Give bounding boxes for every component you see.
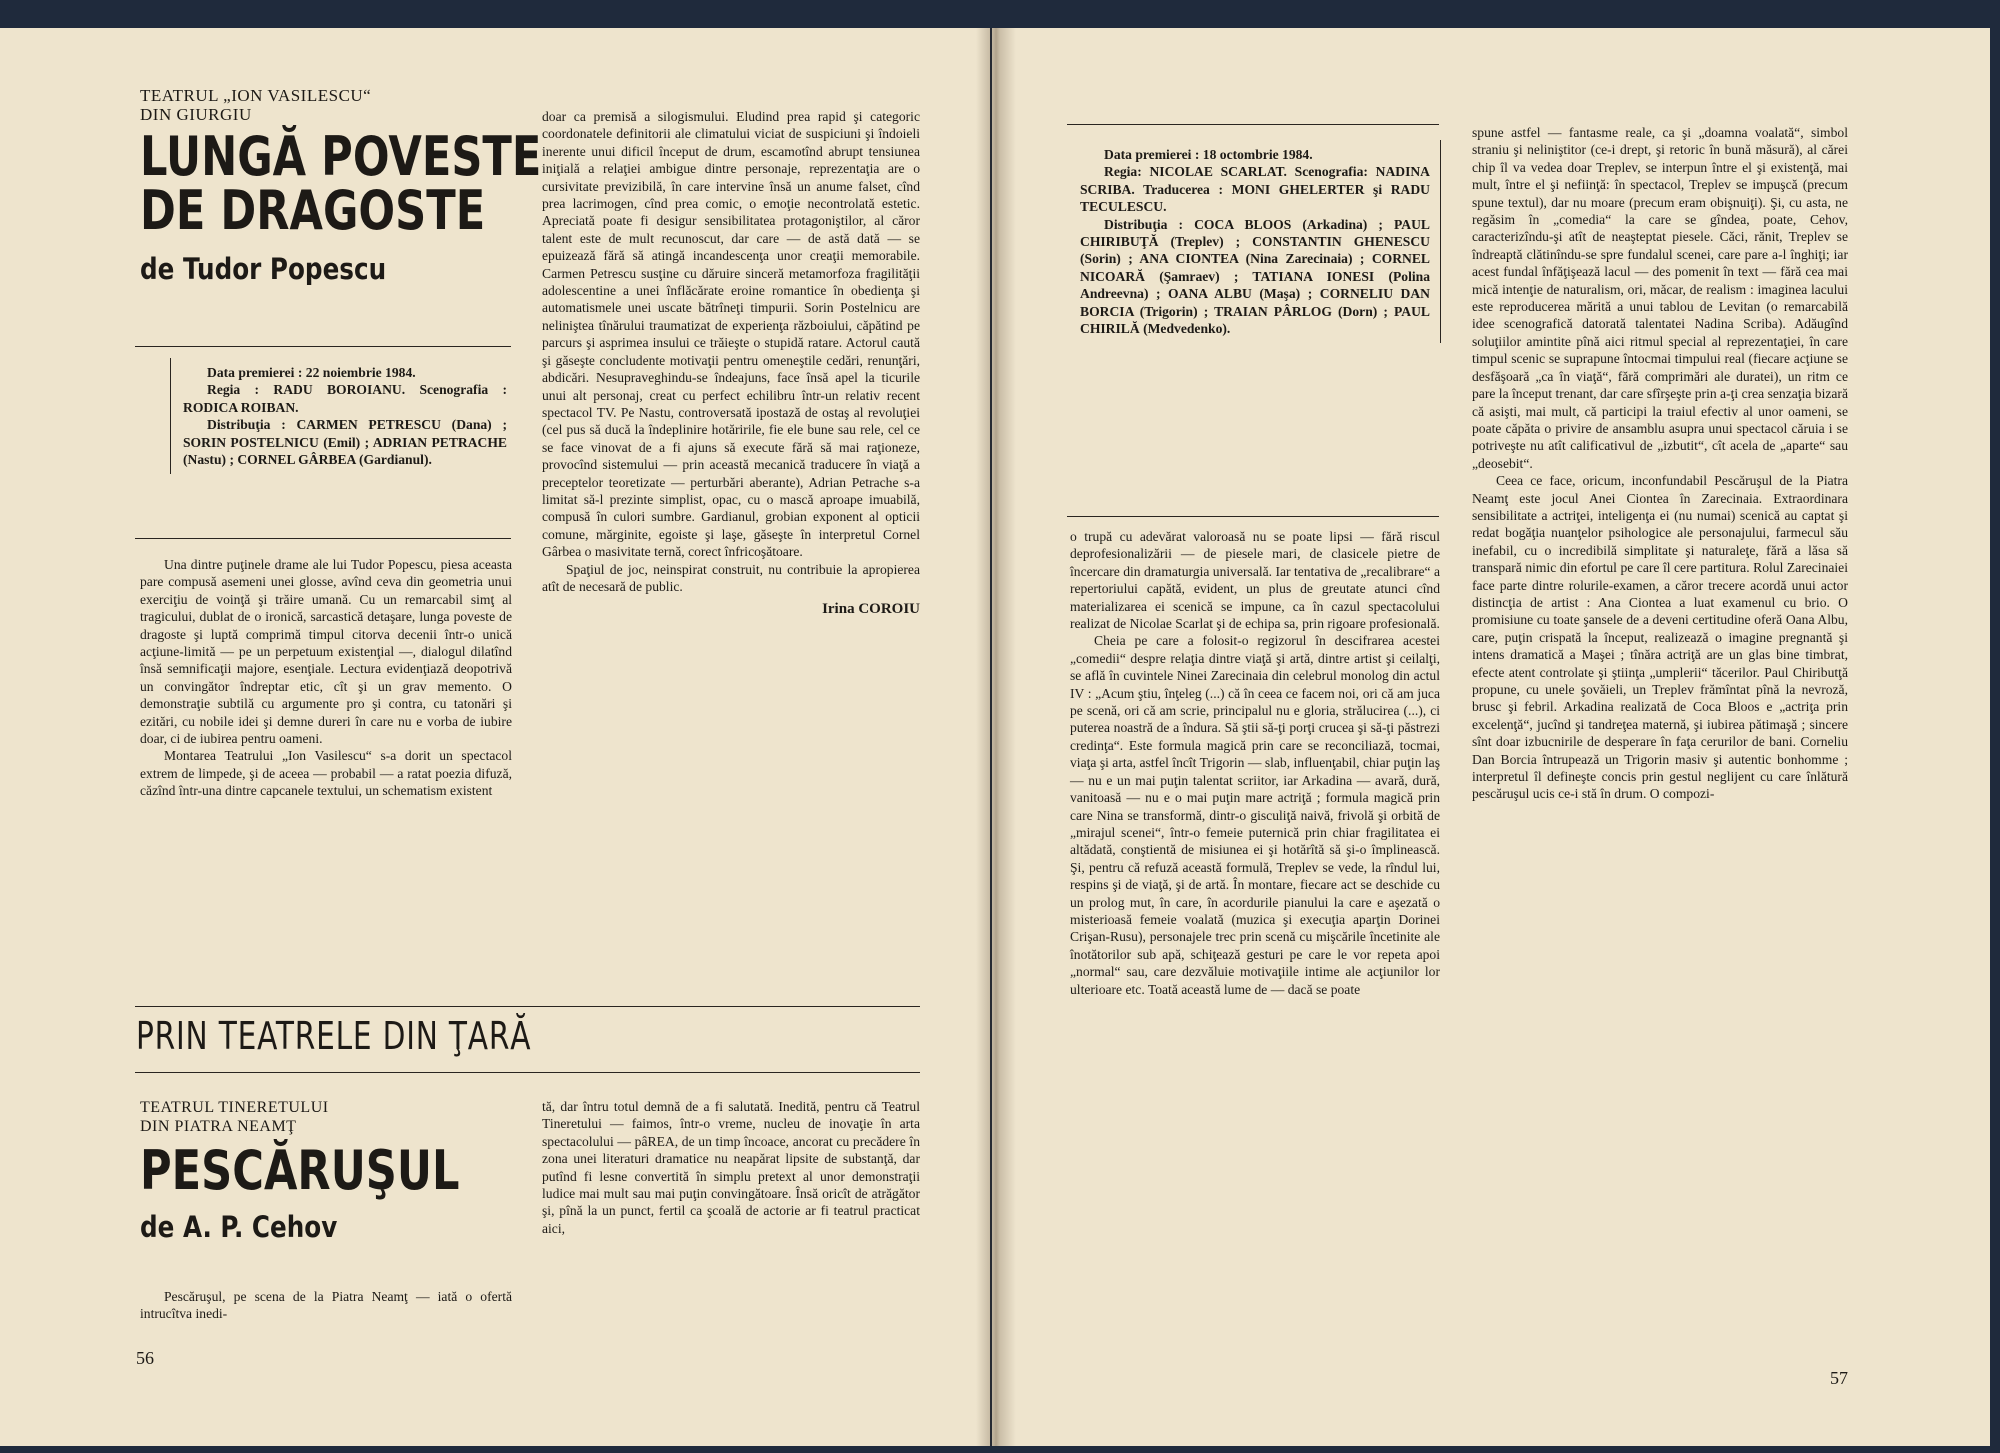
article1-byline: de Tudor Popescu	[140, 252, 387, 286]
article2-header-block	[140, 1098, 510, 1244]
credits-right-top-rule	[1067, 124, 1439, 125]
article2-theatre-line1: TEATRUL TINERETULUI	[140, 1099, 329, 1116]
section-top-rule	[135, 1006, 920, 1007]
article1-credit-premiere: Data premierei : 22 noiembrie 1984.	[207, 365, 416, 380]
article2-col4-para2: Ceea ce face, oricum, inconfundabil Pescăruşul de la Piatra Neamţ este jocul Anei Ciontea în Zarecinaia. Extraordinara sensibilitate a actriţei, inteligenţa ei (nu numai) scenică au captat şi redat bogăţia nuanţelor psihologice ale personajului, farmecul său inefabil, cu o incredibilă simplitate şi naturaleţe, fără a lăsa să transpară nimic din efortul pe care îl cere partitura. Rolul Zarecinaiei face parte dintre rolurile-examen, a căror trecere acordă unui actor distincţia de artist : Ana Ciontea a luat examenul cu brio. O promisiune cu toate şansele de a deveni certitudine oferă Oana Albu, care, puţin crispată la început, realizează o imagine pregnantă şi intens dramatică a Maşei ; tînăra actriţă are un glas bine timbrat, efecte atent controlate şi ştiinţa „umplerii“ tăcerilor. Paul Chiributţă propune, cu unele şovăieli, un Treplev frămîntat pînă la nevroză, brusc şi febril. Arkadina realizată de Coca Bloos e „actriţa prin excelenţă“, jucînd şi tandreţea maternă, şi iubirea pătimaşă ; sincere sînt doar izbucnirile de desperare în faţa cerurilor de bani. Corneliu Dan Borcia întrupează un Trigorin masiv şi autentic bonhomme ; interpretul îl defineşte concis prin gestul neglijent cu care înlătură pescăruşul ucis ce-i stă în drum. O compozi-	[1472, 473, 1848, 802]
article1-theatre-line1: TEATRUL „ION VASILESCU“	[140, 86, 372, 105]
left-page	[0, 28, 990, 1446]
credits-right-bottom-rule	[1067, 516, 1439, 517]
article2-col2-text: tă, dar întru totul demnă de a fi salutată. Inedită, pentru că Teatrul Tineretului — faimos, într-o vreme, nucleu de inovaţie în arta spectacolului — pâREA, de un timp încoace, ancorat cu precădere în zona unei literaturi dramatice nu neapărat lipsite de substanţă, dar putînd fi lesne convertită în simplu pretext al unor demonstraţii ludice mai mult sau mai puţin convingătoare. Însă oricît de atrăgător şi, pînă la un punct, fertil ca şcoală de actorie ar fi teatrul practicat aici,	[542, 1099, 920, 1236]
article2-credit-cast: Distribuţia : COCA BLOOS (Arkadina) ; PAUL CHIRIBUŢĂ (Treplev) ; CONSTANTIN GHENESCU (Sorin) ; ANA CIONTEA (Nina Zarecinaia) ; CORNEL NICOARĂ (Şamraev) ; TATIANA IONESI (Polina Andreevna) ; OANA ALBU (Maşa) ; CORNELIU DAN BORCIA (Trigorin) ; TRAIAN PÂRLOG (Dorn) ; PAUL CHIRILĂ (Medvedenko).	[1080, 216, 1430, 337]
section-title: PRIN TEATRELE DIN ŢARĂ	[136, 1014, 532, 1058]
credits-bottom-rule	[135, 538, 511, 539]
article1-signature: Irina COROIU	[822, 601, 920, 618]
article1-col1-para1: Una dintre puţinele drame ale lui Tudor Popescu, piesa aceasta pare compusă asemeni unei glosse, avînd ceva din geometria unui exerciţiu de voinţă şi trăire umană. Cu un remarcabil simţ al tragicului, dublat de o ironică, sarcastică detaşare, lunga poveste de dragoste şi luptă comprimă timpul citorva decenii într-o unică acţiune-limită — pe un perpetuum existenţial —, dialogul dilatînd însă semnificaţii majore, esenţiale. Lectura evidenţiază deopotrivă un convingător îndreptar etic, cît şi un grav memento. O demonstraţie subtilă cu argumente pro şi contra, cu tatonări şi ezitări, cu nobile idei şi demne dureri în care nu e vorba de iubire doar, ci de iubirea pentru oameni.	[140, 557, 512, 747]
article2-column-3	[1070, 528, 1440, 998]
right-page	[992, 28, 1990, 1446]
credits-top-rule	[135, 346, 511, 347]
article2-column-2	[542, 1098, 920, 1237]
article2-title: PESCĂRUŞUL	[140, 1139, 460, 1202]
article2-col3-para1: o trupă cu adevărat valoroasă nu se poate lipsi — fără riscul deprofesionalizării — de piesele mari, de clasicele pietre de încercare din dramaturgia universală. Iar tentativa de „recalibrare“ a repertoriului capătă, evident, un plus de greutate atunci cînd materializarea ei scenică se impune, ca în cazul spectacolului realizat de Nicolae Scarlat şi de echipa sa, prin rigoare profesională.	[1070, 529, 1440, 632]
article1-col2-para1: doar ca premisă a silogismului. Eludind prea rapid şi categoric coordonatele definitorii ale climatului viciat de suspiciuni şi îndoieli inerente unui dificil început de drum, escamotînd abrupt tensiunea iniţială a relaţiei ambigue dintre personaje, reprezentaţia are o cursivitate previzibilă, în care intervine însă un anume falset, cînd prea lacrimogen, cînd prea comic, o emoţie necontrolată estetic. Apreciată poate fi desigur sensibilitatea protagoniştilor, al căror talent este de mult recunoscut, dar care — de astă dată — se epuizează fără să atingă incandescenţa unor creaţii memorabile. Carmen Petrescu susţine cu dăruire sinceră metamorfoza fragilităţii adolescentine a unei înflăcărate eroine romantice în obedienţa şi automatismele unei uscate bătrîneţi timpurii. Sorin Postelnicu are neliniştea tînărului traumatizat de experienţa războiului, căpătind pe parcurs şi asprimea insului ce trăieşte o stupidă ratare. Actorul caută şi găseşte concludente motivaţii pentru omeneştile cedări, renunţări, abdicări. Nesupraveghindu-se îndeajuns, face însă apel la ticurile unui alt personaj, creat cu perfect echilibru într-un relativ recent spectacol TV. Pe Nastu, controversată ipostază de ostaş al revoluţiei (cel pus să ducă la îndeplinire hotăririle, fie ele bune sau rele, cel ce se face vinovat de a fi ajuns să execute fără să mai raţioneze, provocînd sistemului — prin această mecanică traducere în viaţă a preceptelor teoretizate — perturbări aberante), Adrian Petrache s-a limitat să-l prezinte simplist, opac, cu o mască aproape imuabilă, compusă în culori sumbre. Gardianul, grobian exponent al opticii comune, mărginite, egoiste şi laşe, găseşte în interpretul Cornel Gârbea o masivitate ternă, corect înfricoşătoare.	[542, 109, 920, 560]
article2-credit-premiere: Data premierei : 18 octombrie 1984.	[1104, 147, 1313, 162]
article1-column-2	[542, 108, 920, 619]
article2-credits-box	[1070, 140, 1441, 343]
article1-title-line1: LUNGĂ POVESTE	[140, 125, 542, 188]
article2-column-1	[140, 1288, 512, 1323]
page-number-right: 57	[1830, 1368, 1848, 1388]
article2-theatre-line2: DIN PIATRA NEAMŢ	[140, 1118, 297, 1135]
article2-byline: de A. P. Cehov	[140, 1210, 338, 1244]
article1-title-line2: DE DRAGOSTE	[140, 179, 486, 242]
article1-theatre-line2: DIN GIURGIU	[140, 105, 252, 124]
article2-col3-para2: Cheia pe care a folosit-o regizorul în descifrarea acestei „comedii“ despre relaţia dintre viaţă şi artă, dintre artist şi ceilalţi, se află în cuvintele Ninei Zarecinaia din celebrul monolog din actul IV : „Acum ştiu, înţeleg (...) că în ceea ce facem noi, ori că am juca pe scenă, ori că am scrie, principalul nu e gloria, strălucirea (...), ci puterea noastră de a îndura. Să ştii să-ţi porţi crucea şi să-ţi păstrezi credinţa“. Este formula magică prin care se reconciliază, tocmai, viaţa şi arta, astfel încît Trigorin — slab, influenţabil, chiar puţin laş — nu e un mai puţin talentat scriitor, iar Arkadina — avară, dură, vanitoasă — nu e o mai puţin mare actriţă ; formula magică prin care Nina se transformă, dintr-o gisculiţă naivă, frivolă şi orbită de „mirajul scenei“, într-o femeie puternică prin chiar fragilitatea ei altădată, conştientă de misiunea ei şi hotărîtă să şi-o împlinească. Şi, pentru că refuză această formulă, Treplev se vede, la rîndul lui, respins şi de viaţă, şi de artă. În montare, fiecare act se deschide cu un prolog mut, în care, în acordurile pianului la care e aşezată o misterioasă femeie voalată (muzica şi execuţia aparţin Dorinei Crişan-Rusu), personajele trec prin scenă cu mişcările încetinite ale înotătorilor sub apă, schiţează gesturi pe care le vor repeta apoi „normal“ sau, care dezvăluie motivaţiile intime ale acţiunilor lor ulterioare etc. Toată această lume de — dacă se poate	[1070, 633, 1440, 997]
article1-col1-para2: Montarea Teatrului „Ion Vasilescu“ s-a dorit un spectacol extrem de limpede, şi de aceea — probabil — a ratat poezia difuză, căzînd într-una dintre capcanele textului, un schematism existent	[140, 748, 512, 799]
article2-col1-text: Pescăruşul, pe scena de la Piatra Neamţ — iată o ofertă intrucîtva inedi-	[140, 1289, 512, 1322]
article2-column-4	[1472, 124, 1848, 803]
page-number-left: 56	[136, 1348, 154, 1368]
article1-credits-box	[170, 358, 517, 474]
article2-credit-direction: Regia: NICOLAE SCARLAT. Scenografia: NADINA SCRIBA. Traducerea : MONI GHELERTER şi RADU TECULESCU.	[1080, 164, 1430, 215]
article1-credit-cast: Distribuţia : CARMEN PETRESCU (Dana) ; SORIN POSTELNICU (Emil) ; ADRIAN PETRACHE (Nastu) ; CORNEL GÂRBEA (Gardianul).	[183, 417, 507, 468]
article1-header-block	[140, 86, 542, 286]
article1-column-1	[140, 556, 512, 800]
article2-col4-para1: spune astfel — fantasme reale, ca şi „doamna voalată“, simbol straniu şi neliniştitor (ce-i drept, şi retoric în bună măsură), al cărei chip îl va vedea doar Treplev, se interpun între el şi existenţă, mai mult, între el şi nefiinţă: în spectacol, Treplev se impuşcă (precum spune textul), dar nu moare (precum eram obişnuiţi). Şi, cu asta, ne regăsim în „comedia“ la care se gîndea, poate, Cehov, caracterizîndu-şi atît de neaşteptat piesele. Căci, rănit, Treplev se îndreaptă clătinîndu-se spre fundalul scenei, care pare a-l înghiţi; iar acest fundal înfăţişează lacul — des pomenit în text — fără cea mai mică intenţie de naturalism, ori, măcar, de realism : imaginea lacului este reproducerea mărită a unui tablou de Levitan (o remarcabilă idee scenografică datorată talentatei Nadina Scriba). Adăugînd soluţiilor amintite pînă aici ritmul special al reprezentaţiei, în care timpul scenic se suprapune întocmai timpului real (fiecare acţiune se desfăşoară „ca în viaţă“, fără comprimări ale duratei), un ritm ce pare la început trenant, dar care sfîrşeşte prin a-ţi crea senzaţia bizară că asişti, mai mult, că participi la traiul efectiv al unor oameni, se poate căpăta o privire de ansamblu asupra unui spectacol căruia i se potriveşte nu atît calificativul de „izbutit“, cît acela de „aparte“ sau „deosebit“.	[1472, 125, 1848, 471]
section-bottom-rule	[135, 1072, 920, 1073]
article1-col2-para2: Spaţiul de joc, neinspirat construit, nu contribuie la apropierea atît de necesară de public.	[542, 561, 920, 594]
article1-credit-direction: Regia : RADU BOROIANU. Scenografia : RODICA ROIBAN.	[183, 382, 507, 415]
